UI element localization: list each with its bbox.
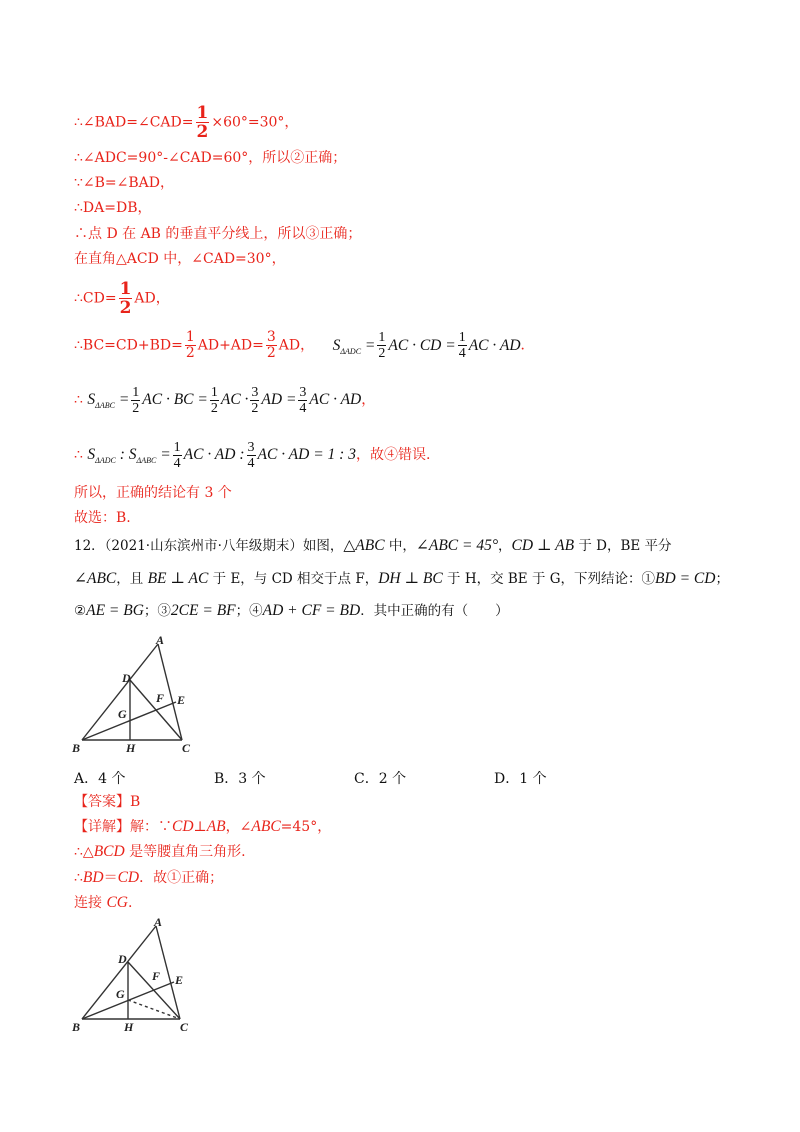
numerator: 3 — [247, 440, 255, 455]
text: AC · AD = 1 : 3 — [257, 446, 356, 464]
numerator: 1 — [196, 103, 209, 123]
text: : — [119, 446, 125, 464]
label-f: F — [156, 691, 165, 705]
formula: CG — [106, 894, 128, 911]
formula: AD + CF = BD — [262, 602, 361, 619]
text: ， — [498, 538, 512, 554]
text: ．故①正确； — [139, 870, 224, 886]
label-h: H — [126, 741, 136, 755]
denominator: 2 — [251, 401, 259, 416]
text: ． — [520, 337, 535, 354]
formula: BD — [82, 869, 104, 886]
label-d: D — [118, 952, 127, 966]
fraction — [131, 385, 140, 416]
label-h: H — [124, 1020, 134, 1034]
answer-label: 【答案】B — [74, 794, 141, 810]
text: AC · — [220, 391, 249, 409]
answer-detail-4 — [74, 893, 132, 913]
formula: 2CE = BF — [170, 602, 236, 619]
formula — [332, 330, 521, 362]
text: ， — [361, 392, 376, 409]
text: AC · BC = — [142, 391, 208, 409]
denominator: 2 — [185, 345, 195, 361]
denominator: 2 — [210, 401, 218, 416]
denominator: 4 — [299, 401, 307, 416]
formula: CD ⊥ AB — [511, 537, 575, 554]
text: ，∠ — [225, 819, 252, 835]
label-b: B — [72, 741, 81, 755]
numerator: 3 — [299, 385, 307, 400]
answer-detail-3 — [74, 868, 223, 888]
label-g: G — [118, 707, 127, 721]
numerator: 1 — [132, 385, 140, 400]
answer-detail-1 — [74, 817, 331, 837]
text: ×60°=30°， — [211, 114, 299, 131]
denominator: 4 — [173, 456, 181, 471]
text: ∴CD= — [74, 290, 117, 307]
fraction — [247, 440, 256, 471]
solution-line-6: 在直角△ACD 中，∠CAD=30°， — [74, 251, 286, 267]
solution-line-8 — [74, 330, 535, 362]
solution-line-1 — [74, 104, 298, 141]
triangle-figure-1 — [70, 632, 200, 757]
text: 是等腰直角三角形. — [124, 844, 246, 860]
label-d: D — [122, 671, 131, 685]
formula: AE = BG — [86, 602, 144, 619]
formula — [87, 385, 362, 416]
label-f: F — [152, 969, 161, 983]
text: 于 D，BE 平分 — [574, 538, 672, 554]
text: = — [364, 336, 376, 354]
text: 连接 — [74, 895, 107, 911]
text: ∴BC=CD+BD= — [74, 337, 183, 354]
solution-line-11: 所以，正确的结论有 3 个 — [74, 485, 232, 501]
text: AC · CD = — [388, 336, 456, 354]
text: AD+AD= — [197, 337, 264, 354]
formula: BE ⊥ AC — [147, 570, 209, 587]
text: 于 H，交 BE 于 G，下列结论：① — [442, 571, 656, 587]
question-line-1 — [74, 536, 672, 556]
text: AD， — [134, 290, 170, 307]
text: AD = — [261, 391, 297, 409]
subscript: ΔABC — [136, 456, 157, 466]
solution-line-3: ∵∠B=∠BAD， — [74, 175, 175, 191]
denominator: 2 — [132, 401, 140, 416]
numerator: 1 — [119, 279, 132, 299]
fraction — [250, 385, 259, 416]
formula — [87, 440, 356, 471]
fraction — [119, 280, 133, 317]
formula: ∠ABC = 45° — [415, 537, 499, 554]
subscript: ΔADC — [340, 346, 362, 356]
text: ∴∠BAD=∠CAD= — [74, 114, 194, 131]
solution-line-12: 故选：B. — [74, 510, 131, 526]
denominator: 4 — [247, 456, 255, 471]
text: ∴ — [74, 870, 83, 886]
text: ＝ — [103, 870, 118, 886]
text: AC · AD — [468, 336, 521, 354]
text: ∴ — [74, 447, 83, 464]
text: . — [128, 895, 133, 911]
formula: BCD — [93, 843, 125, 860]
formula: CD — [172, 818, 194, 835]
formula: BD = CD — [655, 570, 716, 587]
text: ，故④错误. — [355, 447, 431, 464]
label-c: C — [182, 741, 191, 755]
denominator: 4 — [458, 346, 466, 362]
fraction — [377, 330, 386, 361]
solution-line-5: ∴点 D 在 AB 的垂直平分线上，所以③正确； — [74, 226, 362, 242]
numerator: 3 — [251, 385, 259, 400]
label-a: A — [156, 633, 165, 647]
denominator: 2 — [378, 346, 386, 362]
text: ② — [74, 603, 87, 619]
solution-line-2: ∴∠ADC=90°-∠CAD=60°，所以②正确； — [74, 150, 347, 166]
solution-line-4: ∴DA=DB， — [74, 200, 152, 216]
solution-line-7 — [74, 280, 170, 317]
text: ；③ — [143, 603, 171, 619]
option-b[interactable]: B．3 个 — [214, 771, 266, 787]
triangle-figure-2 — [70, 916, 200, 1036]
formula: CD — [117, 869, 140, 886]
fraction — [266, 330, 277, 361]
text: ； — [715, 571, 729, 587]
subscript: ΔADC — [95, 456, 116, 466]
fraction — [298, 385, 307, 416]
option-a[interactable]: A．4 个 — [74, 771, 126, 787]
text: 中， — [384, 538, 416, 554]
label-e: E — [177, 693, 186, 707]
text: = — [118, 391, 130, 409]
label-a: A — [154, 916, 163, 929]
fraction — [458, 330, 467, 361]
numerator: 1 — [458, 330, 466, 346]
symbol: S — [87, 391, 96, 409]
text: ⊥ — [193, 819, 207, 835]
denominator: 2 — [119, 298, 132, 318]
formula: ABC — [251, 818, 281, 835]
text: ∴ — [74, 392, 83, 409]
label-c: C — [180, 1020, 189, 1034]
option-d[interactable]: D．1 个 — [494, 771, 547, 787]
text: AC · AD — [309, 391, 362, 409]
solution-line-10 — [74, 440, 430, 471]
label-b: B — [72, 1020, 81, 1034]
denominator: 2 — [196, 122, 209, 142]
formula: DH ⊥ BC — [378, 570, 443, 587]
text: ；④ — [235, 603, 263, 619]
formula: ∠ABC — [74, 570, 117, 587]
text: ．其中正确的有（ ） — [360, 603, 509, 619]
text: 于 E，与 CD 相交于点 F， — [208, 571, 379, 587]
solution-line-9 — [74, 385, 375, 416]
text: 【详解】解：∵ — [74, 819, 172, 835]
fraction — [196, 104, 210, 141]
text: AD， — [278, 337, 315, 354]
answer-detail-2 — [74, 842, 246, 862]
text: AC · AD : — [183, 446, 245, 464]
text: ，且 — [116, 571, 148, 587]
subscript: ΔABC — [95, 401, 115, 411]
text: ∴△ — [74, 844, 94, 860]
question-line-2 — [74, 569, 729, 589]
text: 12．（2021·山东滨州市·八年级期末）如图， — [74, 538, 344, 554]
formula: AB — [206, 818, 226, 835]
symbol: S — [332, 336, 341, 354]
symbol: S — [128, 446, 137, 464]
label-g: G — [116, 987, 125, 1001]
numerator: 1 — [173, 440, 181, 455]
numerator: 1 — [378, 330, 386, 346]
fraction — [173, 440, 182, 471]
text: =45°， — [280, 819, 332, 835]
denominator: 2 — [266, 345, 276, 361]
numerator: 1 — [185, 329, 195, 345]
fraction — [185, 330, 196, 361]
symbol: S — [87, 446, 96, 464]
label-e: E — [175, 973, 184, 987]
formula: △ABC — [343, 537, 385, 554]
numerator: 3 — [266, 329, 276, 345]
question-line-3 — [74, 601, 509, 621]
numerator: 1 — [210, 385, 218, 400]
option-c[interactable]: C．2 个 — [354, 771, 407, 787]
text: = — [160, 446, 171, 464]
fraction — [210, 385, 219, 416]
